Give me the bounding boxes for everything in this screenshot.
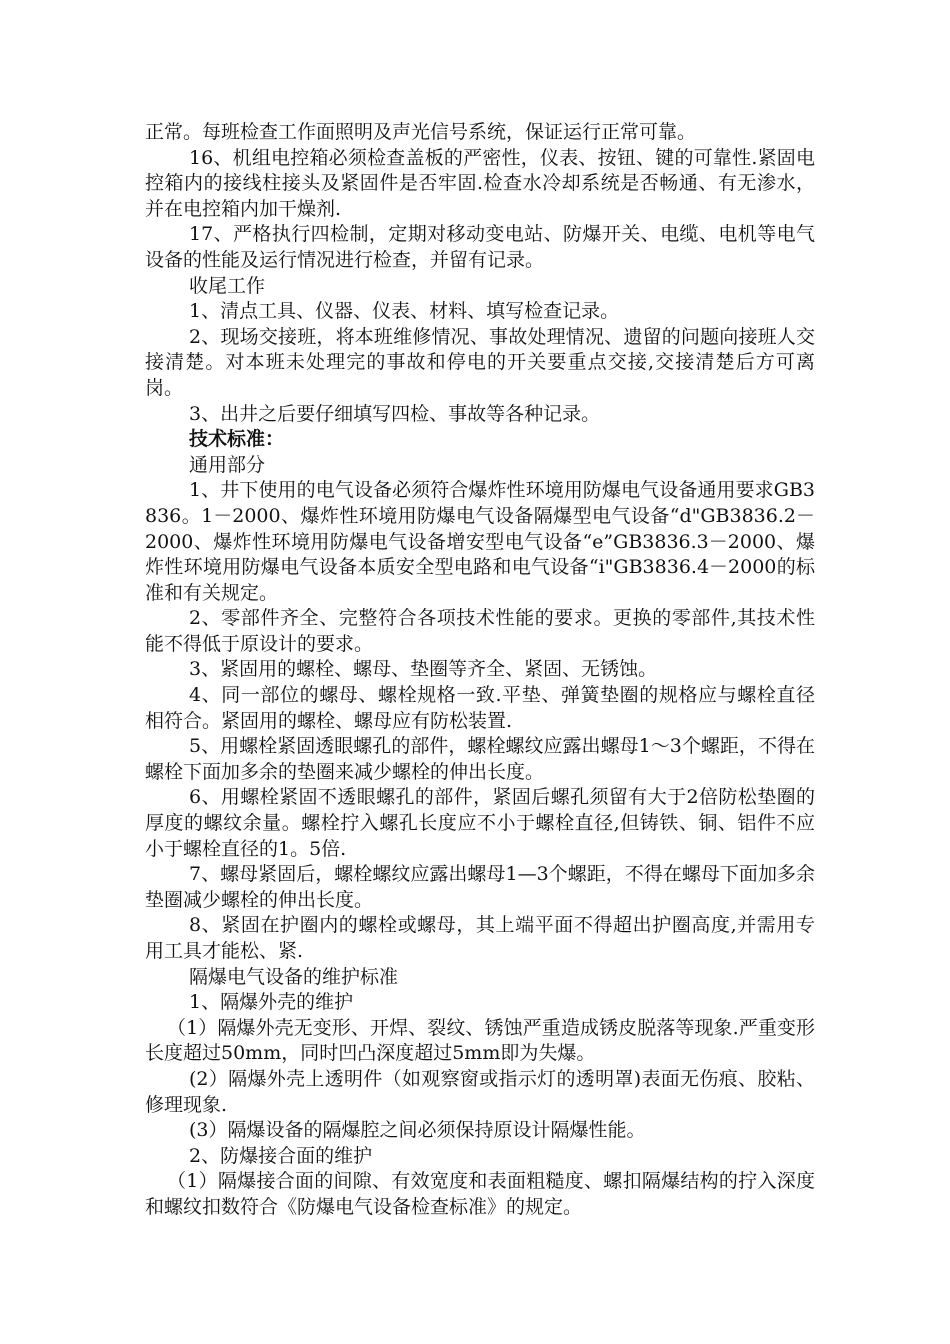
paragraph-general-8: 8、紧固在护圈内的螺栓或螺母，其上端平面不得超出护圈高度,并需用专用工具才能松、紧. bbox=[145, 914, 815, 962]
paragraph-enclosure-2: (2）隔爆外壳上透明件（如观察窗或指示灯的透明罩)表面无伤痕、胶粘、修理现象. bbox=[145, 1067, 815, 1116]
paragraph-closing-3: 3、出井之后要仔细填写四检、事故等各种记录。 bbox=[189, 402, 601, 425]
section-heading-general: 通用部分 bbox=[189, 453, 266, 476]
subsection-heading-joint-surface: 2、防爆接合面的维护 bbox=[189, 1144, 373, 1167]
paragraph-joint-surface-1: （1）隔爆接合面的间隙、有效宽度和表面粗糙度、螺扣隔爆结构的拧入深度和螺纹扣数符合《防爆电气设备检查标准》的规定。 bbox=[145, 1170, 815, 1218]
paragraph-general-2: 2、零部件齐全、完整符合各项技术性能的要求。更换的零部件,其技术性能不得低于原设计的要求。 bbox=[145, 607, 815, 655]
paragraph-enclosure-3: (3）隔爆设备的隔爆腔之间必须保持原设计隔爆性能。 bbox=[189, 1119, 646, 1142]
section-heading-flameproof-maintenance: 隔爆电气设备的维护标准 bbox=[189, 965, 399, 988]
paragraph-general-4: 4、同一部位的螺母、螺栓规格一致.平垫、弹簧垫圈的规格应与螺栓直径相符合。紧固用的螺栓、螺母应有防松装置. bbox=[145, 684, 815, 732]
paragraph-general-6: 6、用螺栓紧固不透眼螺孔的部件，紧固后螺孔须留有大于2倍防松垫圈的厚度的螺纹余量。螺栓拧入螺孔长度应不小于螺栓直径,但铸铁、铜、铝件不应小于螺栓直径的1。5倍. bbox=[145, 786, 815, 860]
paragraph-continuation: 正常。每班检查工作面照明及声光信号系统，保证运行正常可靠。 bbox=[145, 121, 697, 143]
document-body bbox=[145, 120, 815, 1221]
paragraph-closing-2: 2、现场交接班，将本班维修情况、事故处理情况、遗留的问题向接班人交接清楚。对本班未处理完的事故和停电的开关要重点交接,交接清楚后方可离岗。 bbox=[145, 325, 815, 399]
paragraph-item-17: 17、严格执行四检制，定期对移动变电站、防爆开关、电缆、电机等电气设备的性能及运行情况进行检查，并留有记录。 bbox=[145, 223, 815, 271]
section-heading-closing-work: 收尾工作 bbox=[189, 274, 266, 297]
paragraph-closing-1: 1、清点工具、仪器、仪表、材料、填写检查记录。 bbox=[189, 300, 620, 323]
paragraph-general-7: 7、螺母紧固后，螺栓螺纹应露出螺母1—3个螺距，不得在螺母下面加多余垫圈减少螺栓的伸出长度。 bbox=[145, 863, 815, 911]
paragraph-enclosure-1: （1）隔爆外壳无变形、开焊、裂纹、锈蚀严重造成锈皮脱落等现象.严重变形长度超过50mm，同时凹凸深度超过5mm即为失爆。 bbox=[145, 1016, 815, 1065]
paragraph-general-1: 1、井下使用的电气设备必须符合爆炸性环境用防爆电气设备通用要求GB3836。1－2000、爆炸性环境用防爆电气设备隔爆型电气设备“d"GB3836.2－2000、爆炸性环境用防爆电气设备增安型电气设备“e”GB3836.3－2000、爆炸性环境用防爆电气设备本质安全型电路和电气设备“i"GB3836.4－2000的标准和有关规定。 bbox=[145, 479, 815, 604]
paragraph-general-5: 5、用螺栓紧固透眼螺孔的部件，螺栓螺纹应露出螺母1～3个螺距，不得在螺栓下面加多余的垫圈来减少螺栓的伸出长度。 bbox=[145, 735, 815, 783]
paragraph-general-3: 3、紧固用的螺栓、螺母、垫圈等齐全、紧固、无锈蚀。 bbox=[189, 658, 658, 681]
subsection-heading-enclosure: 1、隔爆外壳的维护 bbox=[189, 991, 354, 1014]
paragraph-item-16: 16、机组电控箱必须检查盖板的严密性，仪表、按钮、键的可靠性.紧固电控箱内的接线柱接头及紧固件是否牢固.检查水冷却系统是否畅通、有无渗水，并在电控箱内加干燥剂. bbox=[145, 146, 815, 220]
section-heading-technical-standards: 技术标准： bbox=[189, 428, 285, 451]
